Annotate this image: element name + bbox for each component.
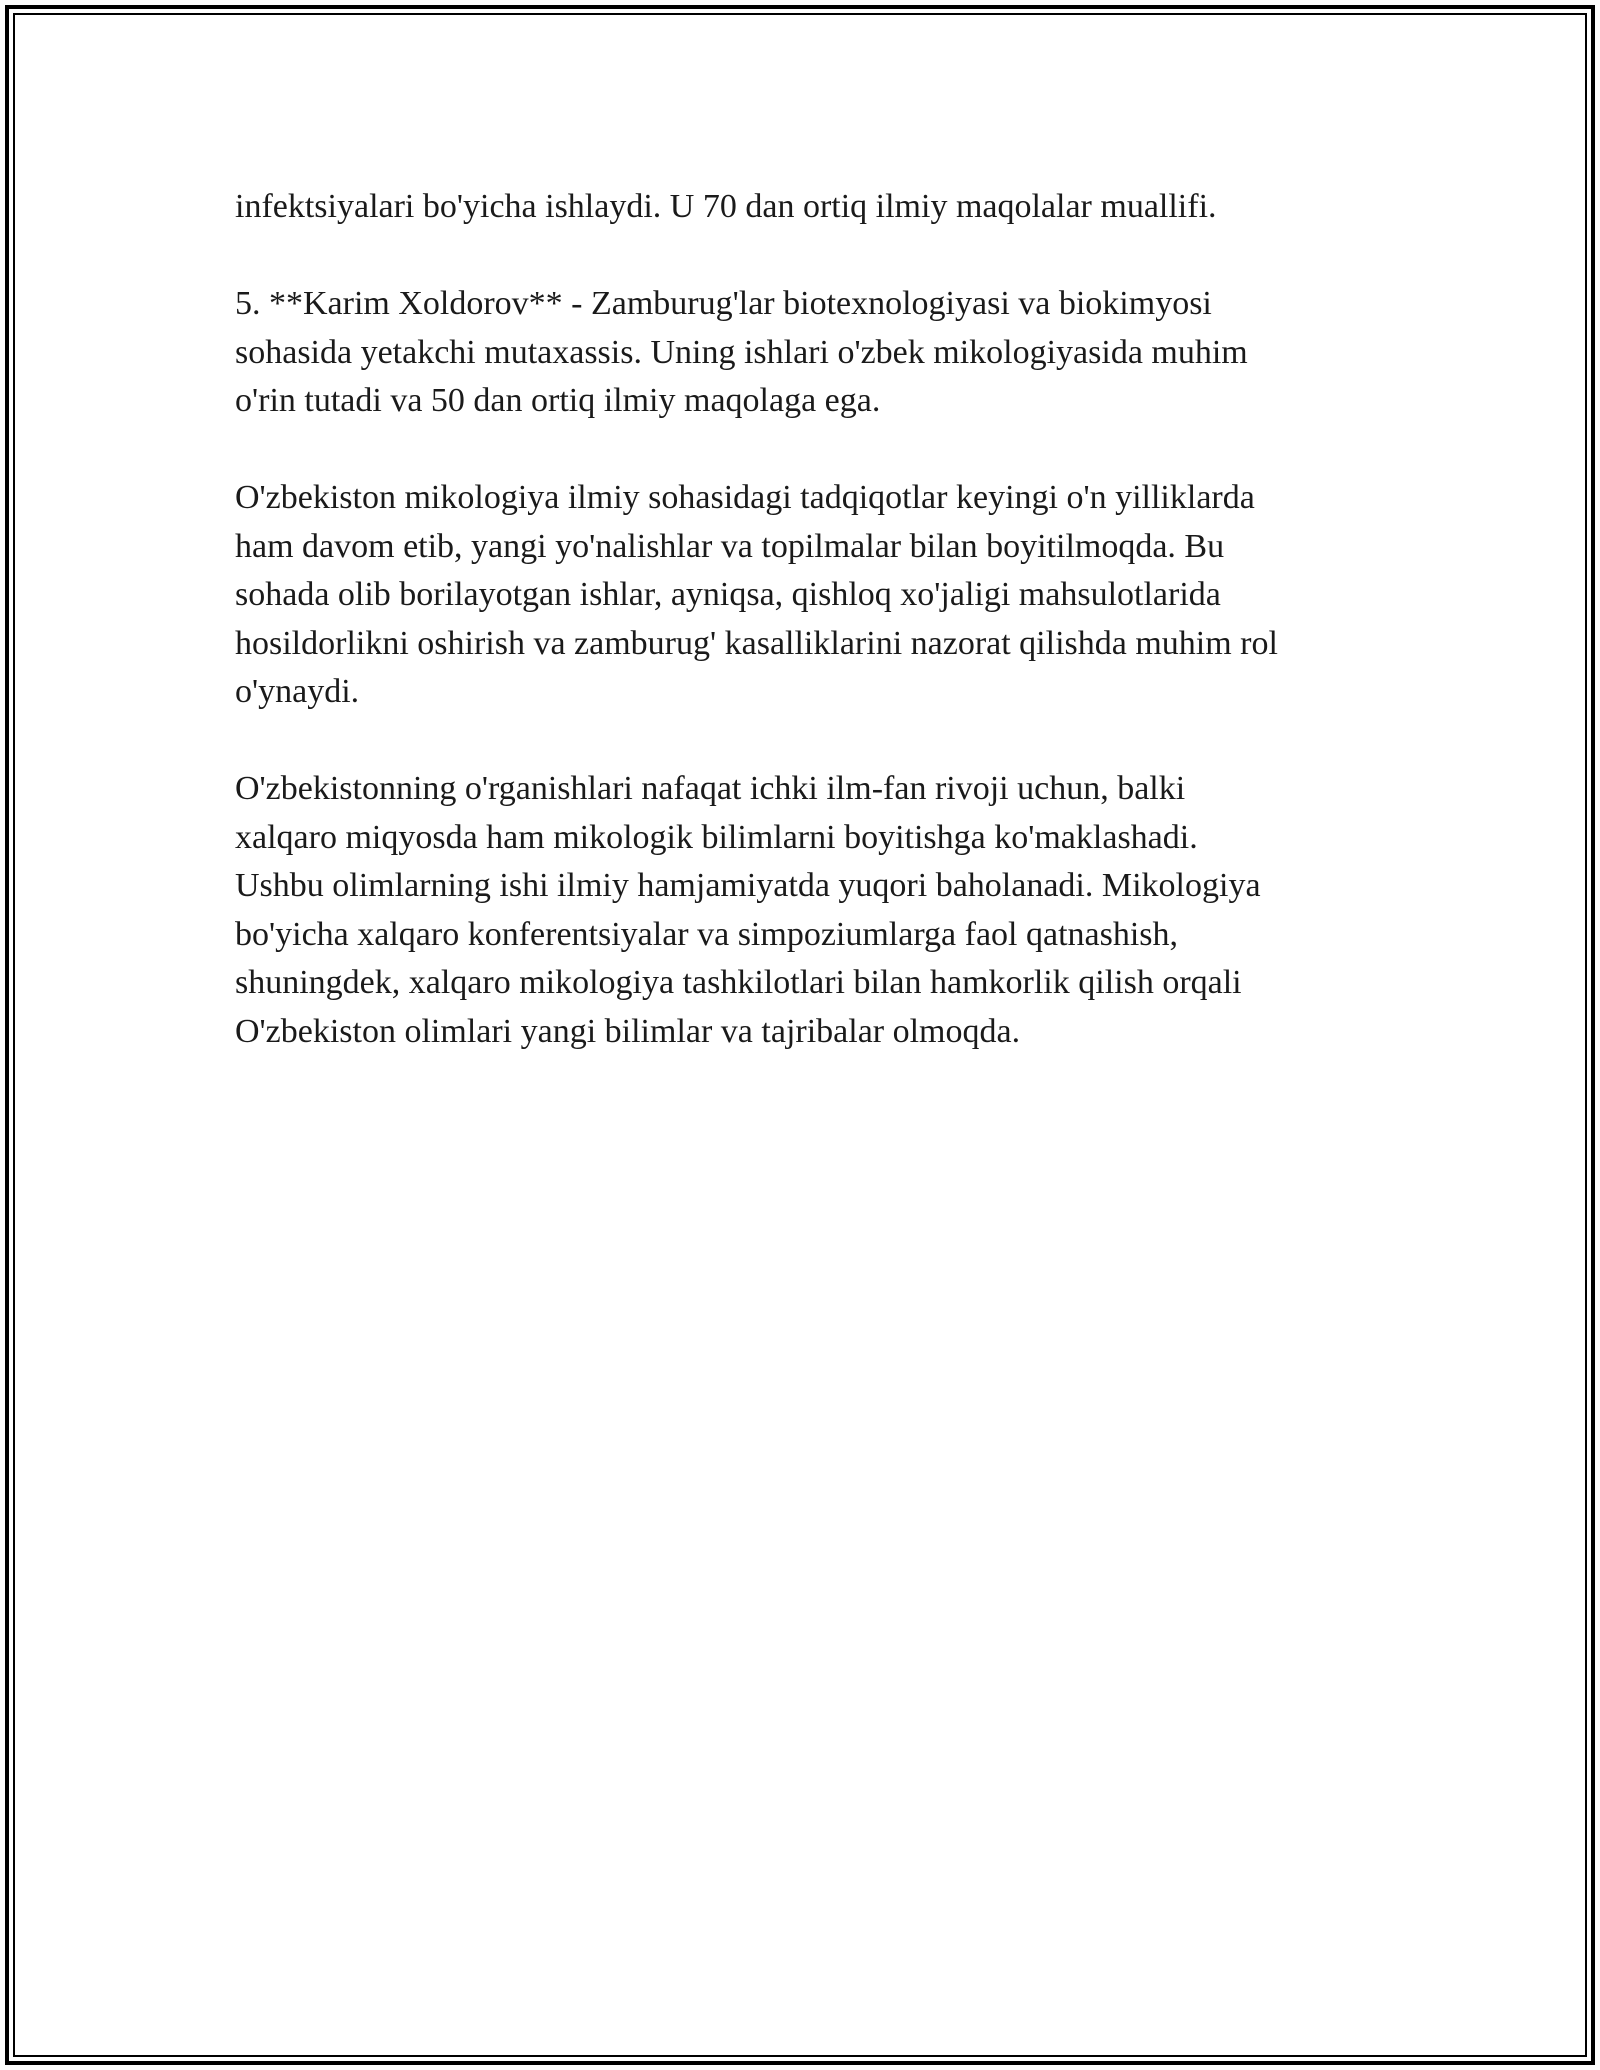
text-line: O'zbekiston olimlari yangi bilimlar va tajribalar olmoqda. xyxy=(235,1012,1021,1050)
paragraph-research-continuation xyxy=(235,474,1375,717)
text-line: sohada olib borilayotgan ishlar, ayniqsa, qishloq xo'jaligi mahsulotlarida xyxy=(235,576,1221,613)
paragraph-international-cooperation xyxy=(235,765,1375,1056)
text-line: Ushbu olimlarning ishi ilmiy hamjamiyatda yuqori baholanadi. Mikologiya xyxy=(235,867,1261,904)
text-line: xalqaro miqyosda ham mikologik bilimlarni boyitishga ko'maklashadi. xyxy=(235,818,1198,856)
text-line: 5. **Karim Xoldorov** - Zamburug'lar biotexnologiyasi va biokimyosi xyxy=(235,285,1212,322)
document-body xyxy=(235,183,1375,1105)
text-line: O'zbekistonning o'rganishlari nafaqat ichki ilm-fan rivoji uchun, balki xyxy=(235,770,1186,807)
paragraph-infection-research xyxy=(235,183,1375,232)
text-line: O'zbekiston mikologiya ilmiy sohasidagi tadqiqotlar keyingi o'n yilliklarda xyxy=(235,479,1255,516)
text-line: ham davom etib, yangi yo'nalishlar va topilmalar bilan boyitilmoqda. Bu xyxy=(235,527,1225,565)
text-line: infektsiyalari bo'yicha ishlaydi. U 70 dan ortiq ilmiy maqolalar muallifi. xyxy=(235,188,1217,225)
text-line: o'rin tutadi va 50 dan ortiq ilmiy maqolaga ega. xyxy=(235,382,881,419)
text-line: hosildorlikni oshirish va zamburug' kasalliklarini nazorat qilishda muhim rol xyxy=(235,624,1278,662)
text-line: shuningdek, xalqaro mikologiya tashkilotlari bilan hamkorlik qilish orqali xyxy=(235,964,1242,1001)
text-line: o'ynaydi. xyxy=(235,673,360,710)
paragraph-karim-xoldorov xyxy=(235,280,1375,426)
text-line: bo'yicha xalqaro konferentsiyalar va simpoziumlarga faol qatnashish, xyxy=(235,915,1179,953)
text-line: sohasida yetakchi mutaxassis. Uning ishlari o'zbek mikologiyasida muhim xyxy=(235,333,1248,371)
